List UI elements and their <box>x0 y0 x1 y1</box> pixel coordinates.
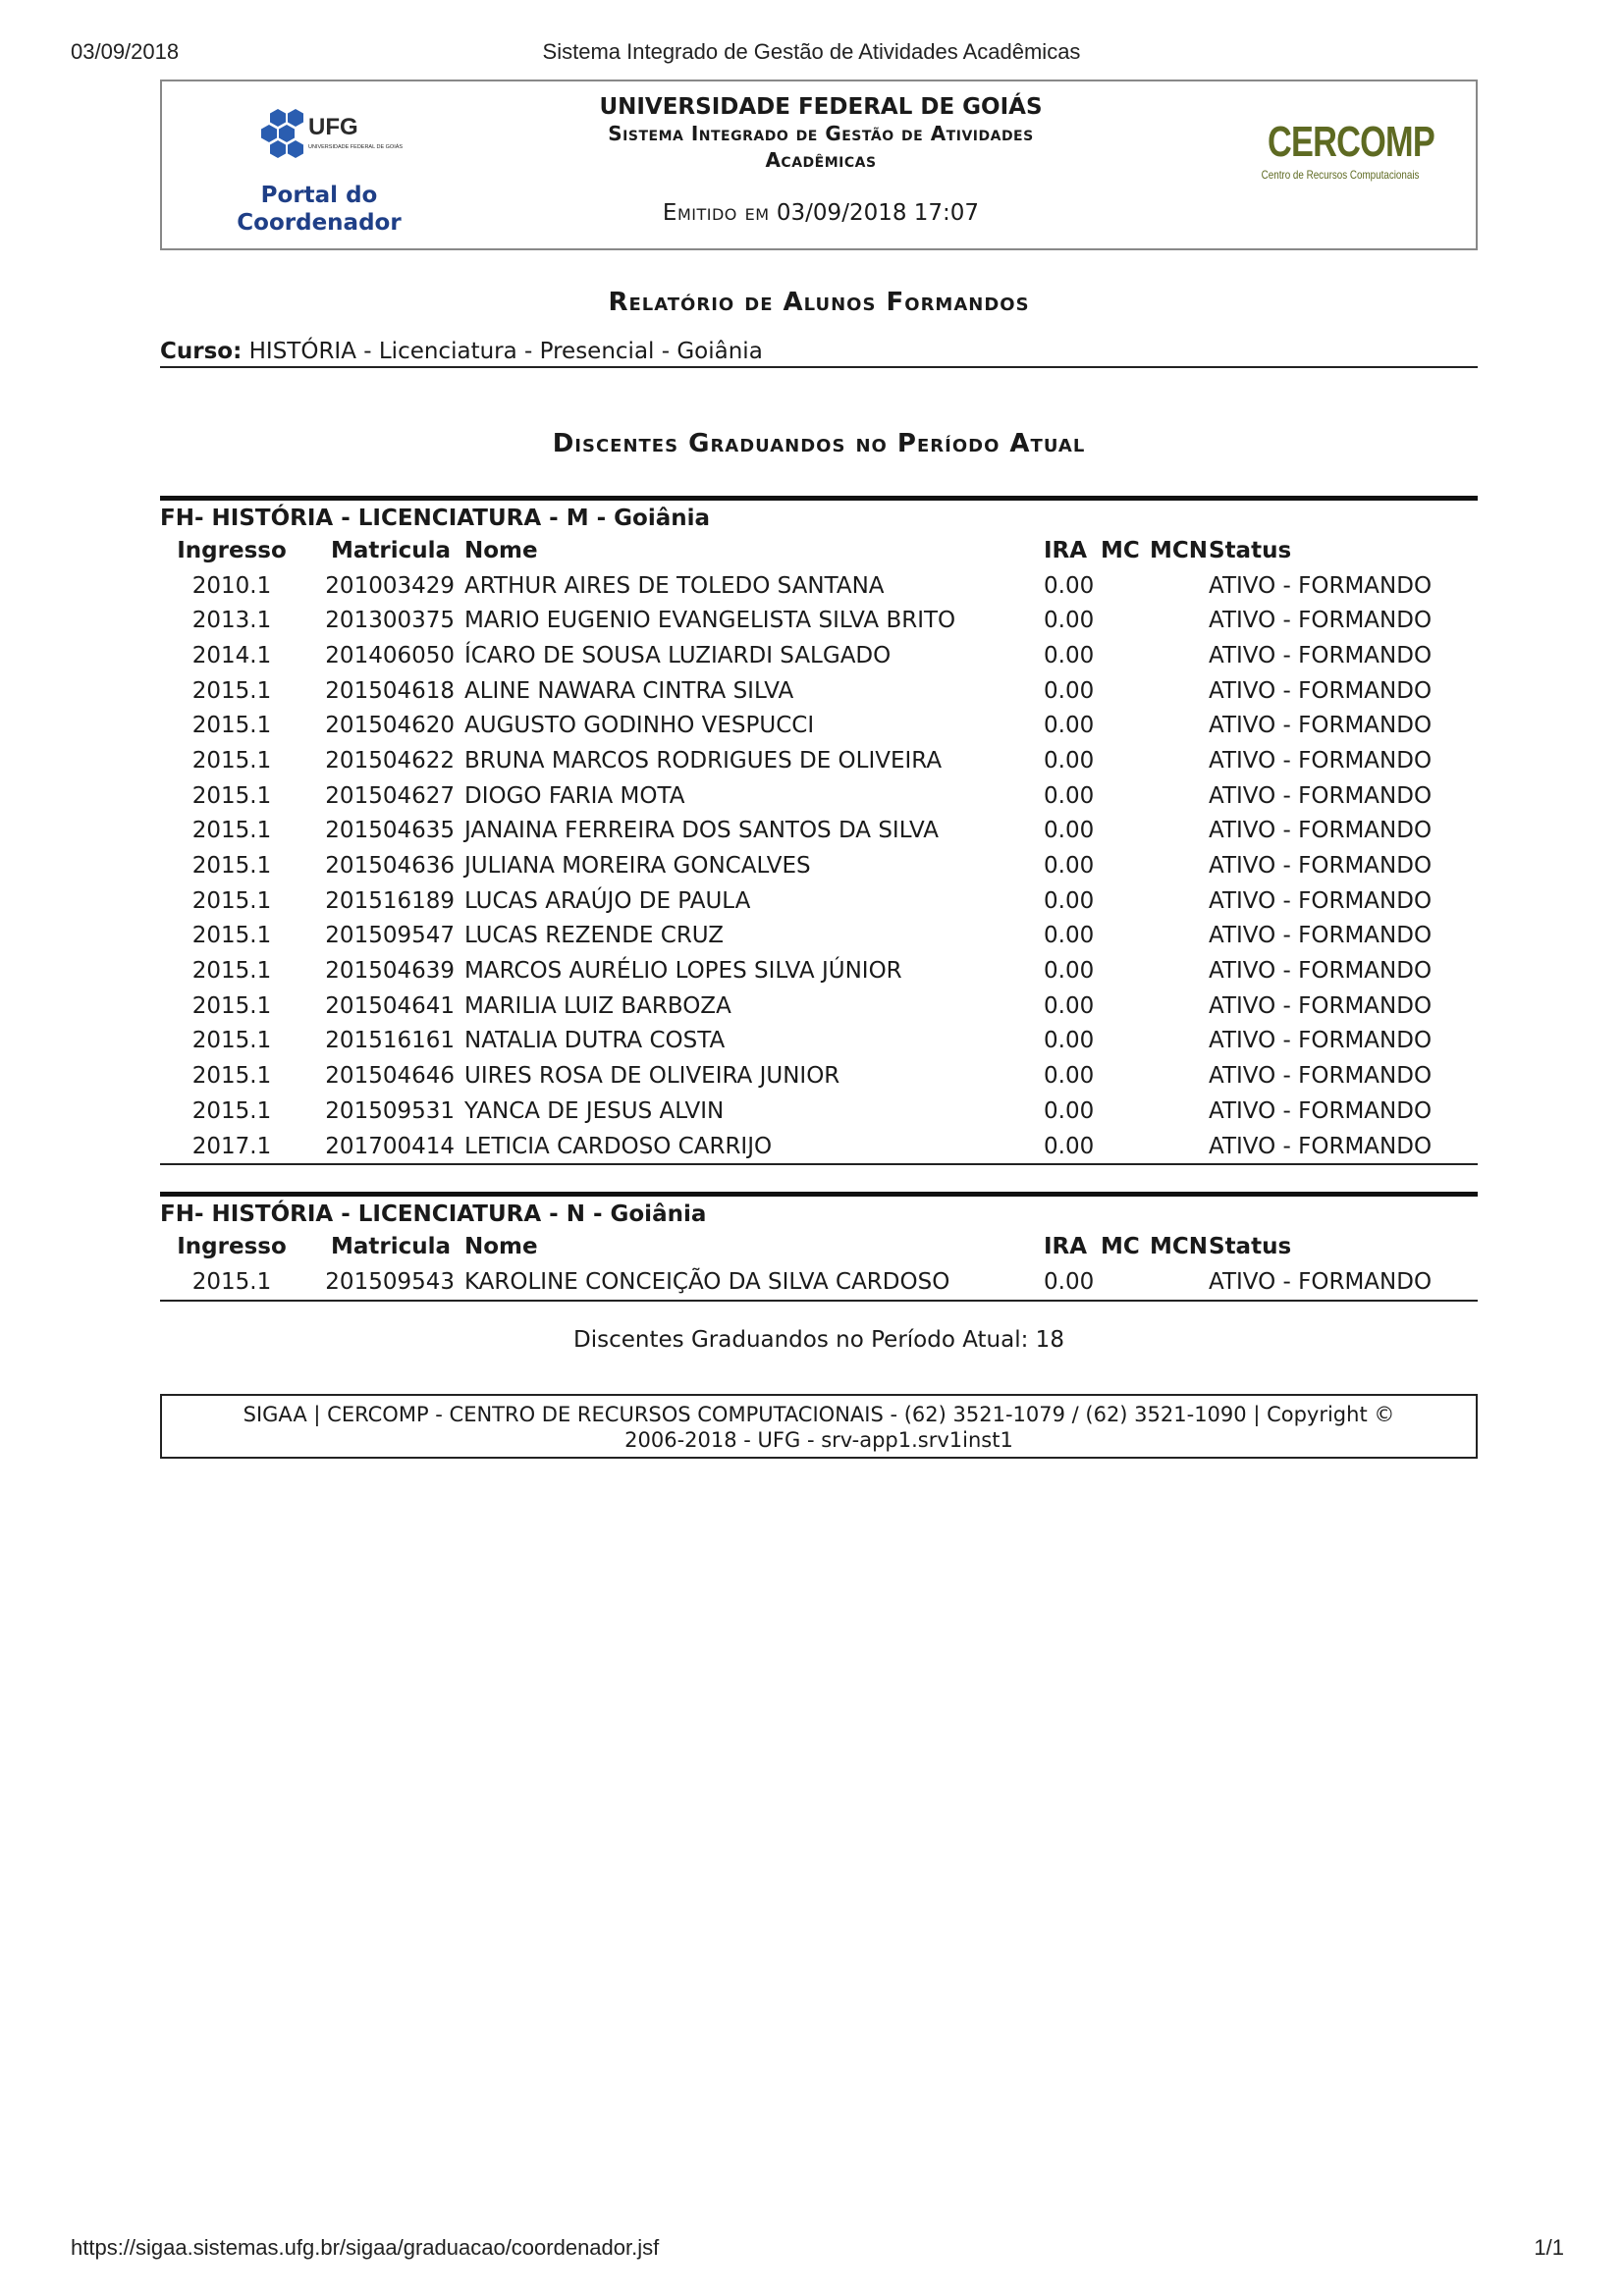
cell-mc <box>1101 1129 1150 1165</box>
table-row <box>160 953 1478 988</box>
cell-status: ATIVO - FORMANDO <box>1209 887 1433 914</box>
cell-mc <box>1101 988 1150 1024</box>
column-header-nome: Nome <box>464 1234 538 1260</box>
column-header-nome: Nome <box>464 537 538 563</box>
curso-label: Curso: <box>160 339 243 364</box>
table-row <box>160 708 1478 743</box>
column-header-ingresso: Ingresso <box>177 537 287 563</box>
cell-nome: YANCA DE JESUS ALVIN <box>464 1097 725 1124</box>
cell-matricula: 201509547 <box>325 923 455 949</box>
curso-value: HISTÓRIA - Licenciatura - Presencial - Goiânia <box>248 339 763 364</box>
column-header-mc: MC <box>1101 1234 1140 1260</box>
cell-mcn <box>1150 1129 1209 1165</box>
emitted-value: 03/09/2018 17:07 <box>776 200 980 226</box>
cell-status: ATIVO - FORMANDO <box>1209 782 1433 809</box>
cell-nome: NATALIA DUTRA COSTA <box>464 1028 726 1054</box>
table-row <box>160 883 1478 919</box>
cell-mc <box>1101 1094 1150 1129</box>
print-date: 03/09/2018 <box>71 39 180 64</box>
section-title: Discentes Graduandos no Período Atual <box>552 429 1086 458</box>
table-row <box>160 1264 1478 1301</box>
table-row <box>160 568 1478 604</box>
cell-status: ATIVO - FORMANDO <box>1209 1268 1433 1295</box>
cell-ira: 0.00 <box>1044 818 1095 844</box>
cell-matricula: 201504618 <box>325 677 455 704</box>
cell-mcn <box>1150 848 1209 883</box>
footer-line1: SIGAA | CERCOMP - CENTRO DE RECURSOS COMPUTACIONAIS - (62) 3521-1079 / (62) 3521-1090 | Copyright © <box>243 1402 1395 1426</box>
cell-matricula: 201504620 <box>325 713 455 739</box>
cell-mcn <box>1150 743 1209 778</box>
cell-nome: KAROLINE CONCEIÇÃO DA SILVA CARDOSO <box>464 1268 950 1295</box>
print-footer <box>0 2235 1623 2265</box>
cell-nome: ÍCARO DE SOUSA LUZIARDI SALGADO <box>464 642 892 668</box>
cell-matricula: 201700414 <box>325 1133 455 1159</box>
cell-ingresso: 2015.1 <box>191 887 272 914</box>
cell-matricula: 201509531 <box>325 1097 455 1124</box>
footer-box <box>160 1394 1478 1459</box>
cell-matricula: 201504627 <box>325 782 455 809</box>
portal-label <box>201 182 437 237</box>
header-box <box>160 80 1478 250</box>
cell-ingresso: 2015.1 <box>191 713 272 739</box>
cell-ira: 0.00 <box>1044 642 1095 668</box>
table-row <box>160 673 1478 709</box>
table-row <box>160 603 1478 638</box>
cell-mc <box>1101 1264 1150 1301</box>
ufg-logo-sub: UNIVERSIDADE FEDERAL DE GOIÁS <box>308 144 404 150</box>
students-table <box>160 533 1478 1165</box>
cell-mcn <box>1150 1094 1209 1129</box>
cell-mcn <box>1150 1264 1209 1301</box>
cell-ingresso: 2015.1 <box>191 992 272 1019</box>
cell-mcn <box>1150 778 1209 814</box>
cell-ingresso: 2015.1 <box>191 853 272 880</box>
column-header-mc: MC <box>1101 537 1140 563</box>
column-header-status: Status <box>1209 537 1292 563</box>
cell-ingresso: 2015.1 <box>191 923 272 949</box>
column-header-ira: IRA <box>1044 1234 1088 1260</box>
cell-status: ATIVO - FORMANDO <box>1209 608 1433 634</box>
cell-mcn <box>1150 1024 1209 1059</box>
cell-mc <box>1101 883 1150 919</box>
cell-mcn <box>1150 1058 1209 1094</box>
cell-nome: BRUNA MARCOS RODRIGUES DE OLIVEIRA <box>464 747 943 774</box>
print-title: Sistema Integrado de Gestão de Atividades Acadêmicas <box>542 39 1081 64</box>
cell-matricula: 201504639 <box>325 958 455 985</box>
cell-status: ATIVO - FORMANDO <box>1209 642 1433 668</box>
cell-status: ATIVO - FORMANDO <box>1209 958 1433 985</box>
table-row <box>160 1094 1478 1129</box>
cell-nome: JULIANA MOREIRA GONCALVES <box>464 853 811 880</box>
column-header-matricula: Matricula <box>330 1234 451 1260</box>
cell-mc <box>1101 953 1150 988</box>
group-title: FH- HISTÓRIA - LICENCIATURA - M - Goiânia <box>160 496 1478 533</box>
cell-matricula: 201504636 <box>325 853 455 880</box>
column-header-matricula: Matricula <box>330 537 451 563</box>
cell-mc <box>1101 743 1150 778</box>
table-row <box>160 848 1478 883</box>
ufg-logo-text: UFG <box>308 114 358 140</box>
cell-nome: JANAINA FERREIRA DOS SANTOS DA SILVA <box>464 818 939 844</box>
curso-line <box>160 339 1478 368</box>
ufg-hexagons-icon <box>253 105 404 168</box>
system-name-line2: Acadêmicas <box>765 148 877 172</box>
cell-matricula: 201504635 <box>325 818 455 844</box>
cell-mcn <box>1150 988 1209 1024</box>
cell-matricula: 201504622 <box>325 747 455 774</box>
cell-nome: UIRES ROSA DE OLIVEIRA JUNIOR <box>464 1063 840 1090</box>
column-header-mcn: MCN <box>1150 1234 1209 1260</box>
cell-mcn <box>1150 638 1209 673</box>
cell-nome: ALINE NAWARA CINTRA SILVA <box>464 677 794 704</box>
cell-ingresso: 2015.1 <box>191 677 272 704</box>
cercomp-subtitle: Centro de Recursos Computacionais <box>1261 168 1420 182</box>
cell-ingresso: 2015.1 <box>191 958 272 985</box>
column-header-ira: IRA <box>1044 537 1088 563</box>
cell-mcn <box>1150 708 1209 743</box>
column-header-status: Status <box>1209 1234 1292 1260</box>
table-row <box>160 1058 1478 1094</box>
cell-ira: 0.00 <box>1044 608 1095 634</box>
cell-ingresso: 2015.1 <box>191 1063 272 1090</box>
student-group <box>160 1192 1478 1301</box>
table-row <box>160 988 1478 1024</box>
cell-nome: LETICIA CARDOSO CARRIJO <box>464 1133 773 1159</box>
cell-matricula: 201516161 <box>325 1028 455 1054</box>
cell-ingresso: 2015.1 <box>191 1097 272 1124</box>
portal-line2: Coordenador <box>237 210 402 236</box>
cell-status: ATIVO - FORMANDO <box>1209 1028 1433 1054</box>
cell-ira: 0.00 <box>1044 1063 1095 1090</box>
cell-mcn <box>1150 603 1209 638</box>
table-row <box>160 1024 1478 1059</box>
cell-mc <box>1101 603 1150 638</box>
total-count: Discentes Graduandos no Período Atual: 18 <box>573 1326 1064 1353</box>
report-page <box>160 80 1478 1459</box>
cell-mcn <box>1150 953 1209 988</box>
ufg-logo <box>253 105 404 168</box>
group-title: FH- HISTÓRIA - LICENCIATURA - N - Goiânia <box>160 1192 1478 1229</box>
cell-mc <box>1101 568 1150 604</box>
cell-ira: 0.00 <box>1044 887 1095 914</box>
cell-nome: MARILIA LUIZ BARBOZA <box>464 992 731 1019</box>
cell-status: ATIVO - FORMANDO <box>1209 853 1433 880</box>
cell-ingresso: 2015.1 <box>191 818 272 844</box>
report-title: Relatório de Alunos Formandos <box>608 288 1030 317</box>
cell-status: ATIVO - FORMANDO <box>1209 572 1433 599</box>
cell-ira: 0.00 <box>1044 782 1095 809</box>
cell-ingresso: 2015.1 <box>191 747 272 774</box>
table-header-row <box>160 533 1478 568</box>
cell-status: ATIVO - FORMANDO <box>1209 992 1433 1019</box>
cell-ira: 0.00 <box>1044 923 1095 949</box>
cell-ira: 0.00 <box>1044 1028 1095 1054</box>
print-url: https://sigaa.sistemas.ufg.br/sigaa/graduacao/coordenador.jsf <box>71 2235 660 2260</box>
cercomp-name: CERCOMP <box>1267 118 1434 166</box>
cell-ingresso: 2015.1 <box>191 1268 272 1295</box>
cell-ira: 0.00 <box>1044 677 1095 704</box>
column-header-ingresso: Ingresso <box>177 1234 287 1260</box>
print-header <box>0 39 1623 69</box>
cell-mcn <box>1150 883 1209 919</box>
cell-ira: 0.00 <box>1044 853 1095 880</box>
cell-nome: ARTHUR AIRES DE TOLEDO SANTANA <box>464 572 885 599</box>
cell-mcn <box>1150 814 1209 849</box>
footer-line2: 2006-2018 - UFG - srv-app1.srv1inst1 <box>624 1427 1013 1452</box>
cell-mcn <box>1150 568 1209 604</box>
cell-mc <box>1101 848 1150 883</box>
cell-status: ATIVO - FORMANDO <box>1209 713 1433 739</box>
cell-status: ATIVO - FORMANDO <box>1209 923 1433 949</box>
table-row <box>160 638 1478 673</box>
cell-mc <box>1101 673 1150 709</box>
cell-status: ATIVO - FORMANDO <box>1209 818 1433 844</box>
cell-mcn <box>1150 673 1209 709</box>
cell-ira: 0.00 <box>1044 958 1095 985</box>
cell-nome: LUCAS ARAÚJO DE PAULA <box>464 887 751 914</box>
cell-nome: AUGUSTO GODINHO VESPUCCI <box>464 713 815 739</box>
column-header-mcn: MCN <box>1150 537 1209 563</box>
print-page-number: 1/1 <box>1534 2235 1564 2260</box>
university-name: UNIVERSIDADE FEDERAL DE GOIÁS <box>599 94 1043 120</box>
cell-matricula: 201003429 <box>325 572 455 599</box>
cell-status: ATIVO - FORMANDO <box>1209 1133 1433 1159</box>
table-header-row <box>160 1229 1478 1264</box>
cell-matricula: 201509543 <box>325 1268 455 1295</box>
cell-ira: 0.00 <box>1044 1097 1095 1124</box>
student-groups <box>160 496 1478 1302</box>
table-row <box>160 814 1478 849</box>
cell-nome: MARCOS AURÉLIO LOPES SILVA JÚNIOR <box>464 958 902 985</box>
cell-ira: 0.00 <box>1044 713 1095 739</box>
cell-nome: MARIO EUGENIO EVANGELISTA SILVA BRITO <box>464 608 956 634</box>
header-center <box>515 93 1126 226</box>
cell-mc <box>1101 778 1150 814</box>
cell-matricula: 201300375 <box>325 608 455 634</box>
table-row <box>160 778 1478 814</box>
student-group <box>160 496 1478 1165</box>
cell-status: ATIVO - FORMANDO <box>1209 677 1433 704</box>
cercomp-logo <box>1244 118 1434 183</box>
cell-mc <box>1101 708 1150 743</box>
cell-status: ATIVO - FORMANDO <box>1209 747 1433 774</box>
cell-ira: 0.00 <box>1044 992 1095 1019</box>
portal-line1: Portal do <box>260 183 378 208</box>
cell-ira: 0.00 <box>1044 572 1095 599</box>
cell-matricula: 201516189 <box>325 887 455 914</box>
cell-ingresso: 2013.1 <box>191 608 272 634</box>
cell-ingresso: 2015.1 <box>191 1028 272 1054</box>
table-row <box>160 919 1478 954</box>
cell-ingresso: 2015.1 <box>191 782 272 809</box>
cell-ira: 0.00 <box>1044 1268 1095 1295</box>
students-table <box>160 1229 1478 1301</box>
cell-matricula: 201504641 <box>325 992 455 1019</box>
table-row <box>160 1129 1478 1165</box>
cell-ingresso: 2014.1 <box>191 642 272 668</box>
emitted-at <box>515 200 1126 226</box>
table-row <box>160 743 1478 778</box>
cell-ira: 0.00 <box>1044 747 1095 774</box>
cell-nome: LUCAS REZENDE CRUZ <box>464 923 724 949</box>
cell-matricula: 201504646 <box>325 1063 455 1090</box>
emitted-label: Emitido em <box>662 200 770 226</box>
cell-ingresso: 2017.1 <box>191 1133 272 1159</box>
cell-status: ATIVO - FORMANDO <box>1209 1063 1433 1090</box>
cell-nome: DIOGO FARIA MOTA <box>464 782 685 809</box>
cell-mc <box>1101 1058 1150 1094</box>
cell-mc <box>1101 814 1150 849</box>
cell-mc <box>1101 638 1150 673</box>
cell-matricula: 201406050 <box>325 642 455 668</box>
system-name-line1: Sistema Integrado de Gestão de Atividades <box>608 122 1034 145</box>
cell-mc <box>1101 1024 1150 1059</box>
cell-mcn <box>1150 919 1209 954</box>
cell-ira: 0.00 <box>1044 1133 1095 1159</box>
cell-mc <box>1101 919 1150 954</box>
cell-ingresso: 2010.1 <box>191 572 272 599</box>
cell-status: ATIVO - FORMANDO <box>1209 1097 1433 1124</box>
